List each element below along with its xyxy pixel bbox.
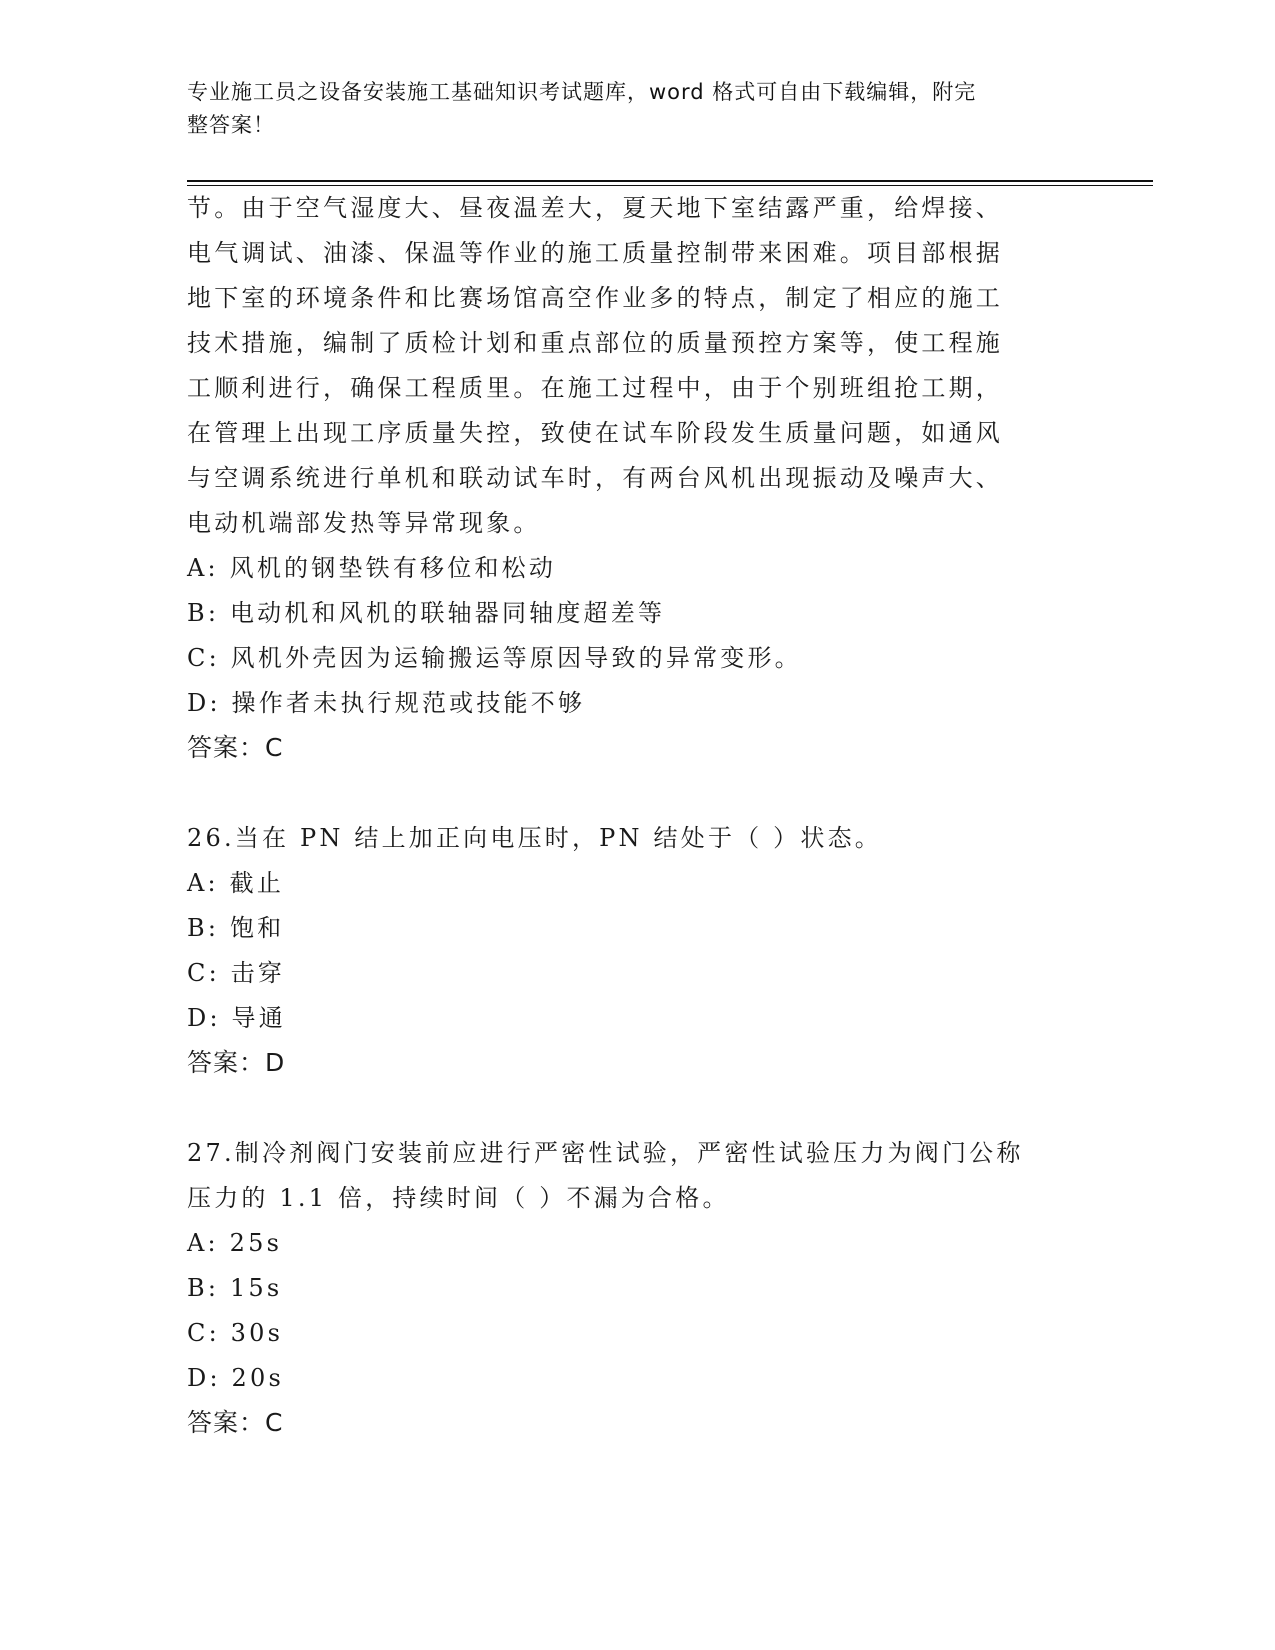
option-d: D: 20s (187, 1364, 285, 1392)
passage-line: 地下室的环境条件和比赛场馆高空作业多的特点，制定了相应的施工 (187, 284, 1003, 312)
option-b: B: 15s (187, 1274, 283, 1302)
answer-line: 答案：D (187, 1048, 286, 1077)
passage-line: 节。由于空气湿度大、昼夜温差大，夏天地下室结露严重，给焊接、 (187, 194, 1003, 222)
document-header (187, 76, 1077, 142)
passage-line: 与空调系统进行单机和联动试车时，有两台风机出现振动及噪声大、 (187, 464, 1003, 492)
header-rule-thin (187, 185, 1153, 186)
passage-line: 电动机端部发热等异常现象。 (187, 509, 541, 537)
passage-line: 在管理上出现工序质量失控，致使在试车阶段发生质量问题，如通风 (187, 419, 1003, 447)
question-27-line-1: 27.制冷剂阀门安装前应进行严密性试验，严密性试验压力为阀门公称 (187, 1139, 1024, 1167)
passage-line: 技术措施，编制了质检计划和重点部位的质量预控方案等，使工程施 (187, 329, 1003, 357)
option-b: B: 电动机和风机的联轴器同轴度超差等 (187, 599, 666, 627)
question-27-line-2: 压力的 1.1 倍，持续时间（ ）不漏为合格。 (187, 1184, 730, 1212)
header-title-line-1: 专业施工员之设备安装施工基础知识考试题库，word 格式可自由下载编辑，附完 (187, 80, 977, 104)
question-26: 26.当在 PN 结上加正向电压时，PN 结处于（ ）状态。 (187, 824, 882, 852)
option-c: C: 30s (187, 1319, 284, 1347)
option-a: A: 截止 (187, 869, 285, 897)
option-b: B: 饱和 (187, 914, 285, 942)
option-c: C: 击穿 (187, 959, 286, 987)
option-a: A: 风机的钢垫铁有移位和松动 (187, 554, 557, 582)
option-d: D: 导通 (187, 1004, 286, 1032)
option-d: D: 操作者未执行规范或技能不够 (187, 689, 586, 717)
header-title-line-2: 整答案！ (187, 113, 275, 137)
passage-line: 工顺利进行，确保工程质里。在施工过程中，由于个别班组抢工期， (187, 374, 1003, 402)
passage-line: 电气调试、油漆、保温等作业的施工质量控制带来困难。项目部根据 (187, 239, 1003, 267)
option-c: C: 风机外壳因为运输搬运等原因导致的异常变形。 (187, 644, 802, 672)
answer-line: 答案：C (187, 1408, 284, 1437)
header-rule-thick (187, 180, 1153, 182)
option-a: A: 25s (187, 1229, 283, 1257)
answer-line: 答案：C (187, 733, 284, 762)
